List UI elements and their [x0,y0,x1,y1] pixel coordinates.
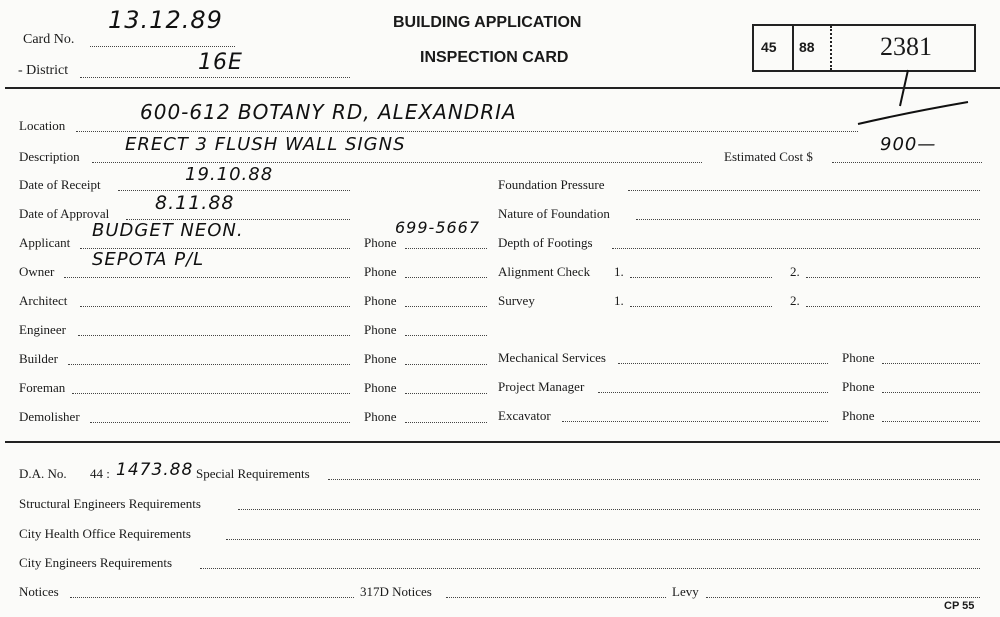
demolisher-phone-label: Phone [364,409,397,424]
district-label: - District [18,63,69,78]
description-label: Description [19,149,80,164]
excavator-phone-line [882,421,980,422]
card-no-label: Card No. [23,32,75,47]
applicant-phone-line [405,248,487,249]
location-label: Location [19,118,66,133]
estimated-cost-line [832,162,982,163]
card-no-value: 13.12.89 [108,6,223,34]
foreman-line [72,393,350,394]
form-title-line1: BUILDING APPLICATION [393,14,582,31]
builder-label: Builder [19,351,58,366]
builder-line [68,364,350,365]
date-approval-value: 8.11.88 [155,192,235,214]
alignment-2-line [806,277,980,278]
location-value: 600-612 BOTANY RD, ALEXANDRIA [140,100,517,124]
divider-top [5,87,1000,89]
survey-label: Survey [498,293,535,308]
notices-317d-line [446,597,666,598]
form-code: CP 55 [944,600,975,612]
owner-phone-line [405,277,487,278]
foundation-pressure-line [628,190,980,191]
da-no-prefix: 44 : [90,466,110,481]
pen-mark [850,66,1000,132]
health-label: City Health Office Requirements [19,526,191,541]
survey-1-line [630,306,772,307]
foundation-pressure-label: Foundation Pressure [498,177,605,192]
da-no-value: 1473.88 [116,460,194,480]
survey-2-line [806,306,980,307]
levy-label: Levy [672,584,699,599]
city-engineers-line [200,568,980,569]
card-no-line [90,46,235,47]
builder-phone-label: Phone [364,351,397,366]
estimated-cost-value: 900— [880,134,937,155]
survey-2-label: 2. [790,293,800,308]
architect-label: Architect [19,293,68,308]
notices-line [70,597,354,598]
architect-phone-label: Phone [364,293,397,308]
survey-1-label: 1. [614,293,624,308]
foreman-label: Foreman [19,380,66,395]
district-value: 16E [198,50,243,75]
engineer-phone-line [405,335,487,336]
special-requirements-line [328,479,980,480]
project-manager-phone-line [882,392,980,393]
box-value-2: 88 [799,39,815,55]
estimated-cost-label: Estimated Cost $ [724,149,813,164]
nature-foundation-label: Nature of Foundation [498,206,610,221]
architect-line [80,306,350,307]
date-approval-label: Date of Approval [19,206,110,221]
excavator-line [562,421,828,422]
project-manager-line [598,392,828,393]
special-requirements-label: Special Requirements [196,466,310,481]
date-receipt-line [118,190,350,191]
excavator-phone-label: Phone [842,408,875,423]
applicant-phone-value: 699-5667 [395,218,481,237]
project-manager-phone-label: Phone [842,379,875,394]
date-receipt-value: 19.10.88 [185,164,274,185]
mechanical-label: Mechanical Services [498,350,606,365]
depth-footings-line [612,248,980,249]
box-divider-1 [792,26,794,70]
health-line [226,539,980,540]
demolisher-phone-line [405,422,487,423]
owner-line [64,277,350,278]
foreman-phone-label: Phone [364,380,397,395]
applicant-label: Applicant [19,235,71,250]
nature-foundation-line [636,219,980,220]
box-value-3: 2381 [880,32,932,61]
mechanical-line [618,363,828,364]
engineer-phone-label: Phone [364,322,397,337]
notices-label: Notices [19,584,59,599]
depth-footings-label: Depth of Footings [498,235,593,250]
mechanical-phone-label: Phone [842,350,875,365]
excavator-label: Excavator [498,408,551,423]
form-title-line2: INSPECTION CARD [420,49,569,66]
demolisher-line [90,422,350,423]
foreman-phone-line [405,393,487,394]
structural-label: Structural Engineers Requirements [19,496,201,511]
owner-phone-label: Phone [364,264,397,279]
alignment-1-label: 1. [614,264,624,279]
structural-line [238,509,980,510]
description-value: ERECT 3 FLUSH WALL SIGNS [125,134,406,155]
location-line [76,131,858,132]
alignment-2-label: 2. [790,264,800,279]
builder-phone-line [405,364,487,365]
district-line [80,77,350,78]
applicant-phone-label: Phone [364,235,397,250]
date-receipt-label: Date of Receipt [19,177,101,192]
alignment-check-label: Alignment Check [498,264,591,279]
card-number-box [752,24,976,72]
owner-value: SEPOTA P/L [92,249,205,270]
description-line [92,162,702,163]
box-value-1: 45 [761,39,777,55]
engineer-line [78,335,350,336]
engineer-label: Engineer [19,322,66,337]
applicant-value: BUDGET NEON. [92,220,244,241]
city-engineers-label: City Engineers Requirements [19,555,173,570]
alignment-1-line [630,277,772,278]
owner-label: Owner [19,264,55,279]
notices-317d-label: 317D Notices [360,584,432,599]
levy-line [706,597,980,598]
project-manager-label: Project Manager [498,379,585,394]
divider-bottom [5,441,1000,443]
box-divider-2 [830,26,832,70]
architect-phone-line [405,306,487,307]
demolisher-label: Demolisher [19,409,80,424]
da-no-label: D.A. No. [19,466,67,481]
mechanical-phone-line [882,363,980,364]
